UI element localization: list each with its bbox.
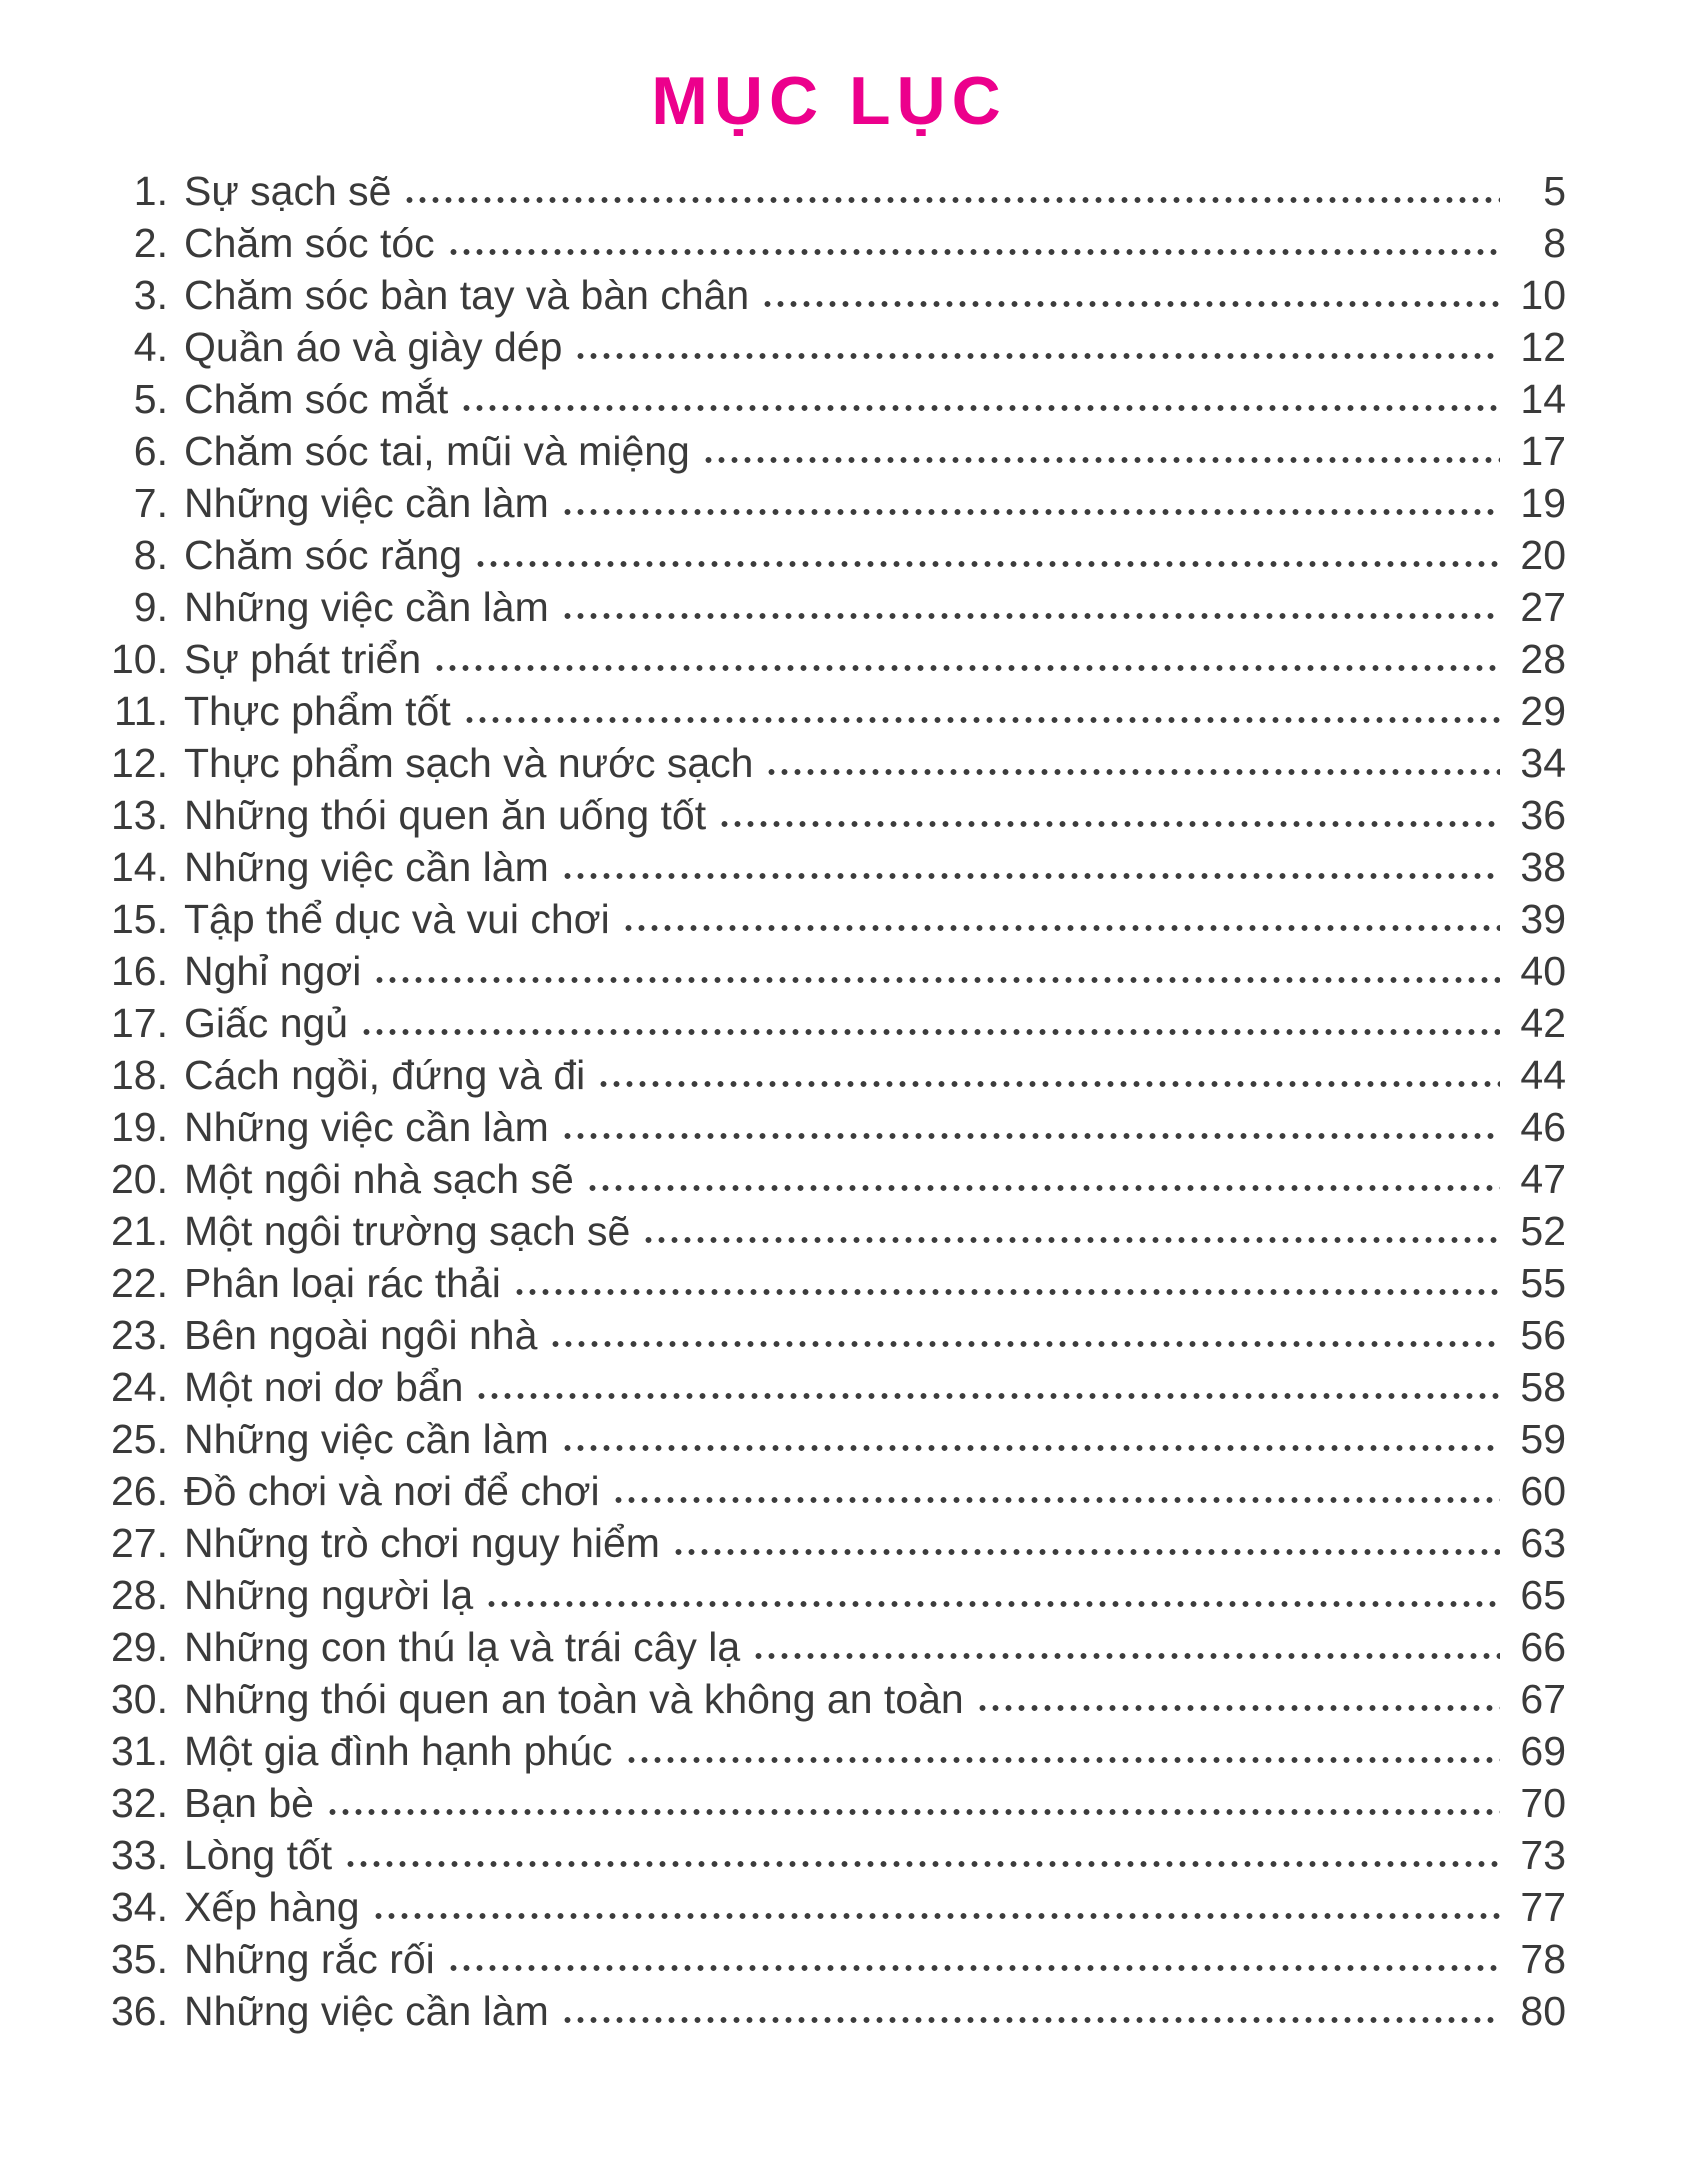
toc-entry — [92, 1049, 1566, 1101]
toc-entry — [92, 997, 1566, 1049]
toc-leader-dots — [672, 1547, 1500, 1557]
toc-entry — [92, 1153, 1566, 1205]
toc-leader-dots — [485, 1599, 1500, 1609]
toc-leader-dots — [403, 195, 1500, 205]
toc-leader-dots — [718, 819, 1500, 829]
toc-entry-number: 9. — [133, 583, 168, 630]
toc-entry — [92, 1829, 1566, 1881]
toc-entry — [92, 1673, 1566, 1725]
toc-entry-number: 34. — [111, 1883, 168, 1930]
toc-entry-title: Quần áo và giày dép — [184, 323, 563, 370]
toc-entry-number: 4. — [133, 323, 168, 370]
toc-entry-page: 34 — [1520, 739, 1566, 786]
toc-entry-title: Những rắc rối — [184, 1935, 435, 1982]
toc-entry-number: 32. — [111, 1779, 168, 1826]
toc-leader-dots — [561, 1443, 1500, 1453]
toc-entry — [92, 1933, 1566, 1985]
toc-leader-dots — [447, 1963, 1500, 1973]
toc-leader-dots — [360, 1027, 1500, 1037]
toc-leader-dots — [460, 403, 1500, 413]
toc-entry-title: Giấc ngủ — [184, 999, 349, 1046]
toc-entry-page: 52 — [1520, 1207, 1566, 1254]
toc-entry — [92, 425, 1566, 477]
toc-entry-title: Xếp hàng — [184, 1883, 360, 1930]
toc-entry — [92, 269, 1566, 321]
toc-entry-number: 17. — [111, 999, 168, 1046]
toc-entry — [92, 685, 1566, 737]
toc-entry-page: 69 — [1520, 1727, 1566, 1774]
toc-leader-dots — [372, 1911, 1500, 1921]
toc-entry-title: Những thói quen ăn uống tốt — [184, 791, 707, 838]
toc-entry — [92, 321, 1566, 373]
toc-entry — [92, 1621, 1566, 1673]
toc-entry — [92, 1517, 1566, 1569]
toc-entry-page: 28 — [1520, 635, 1566, 682]
toc-entry-title: Đồ chơi và nơi để chơi — [184, 1467, 600, 1514]
toc-entry-number: 29. — [111, 1623, 168, 1670]
toc-leader-dots — [622, 923, 1500, 933]
toc-entry-number: 30. — [111, 1675, 168, 1722]
toc-entry-page: 39 — [1520, 895, 1566, 942]
toc-leader-dots — [373, 975, 1500, 985]
toc-leader-dots — [561, 871, 1500, 881]
toc-entry-page: 60 — [1520, 1467, 1566, 1514]
toc-entry-number: 19. — [111, 1103, 168, 1150]
toc-entry-page: 67 — [1520, 1675, 1566, 1722]
toc-entry — [92, 1309, 1566, 1361]
toc-entry-number: 31. — [111, 1727, 168, 1774]
toc-entry-number: 11. — [114, 687, 168, 734]
toc-entry — [92, 1777, 1566, 1829]
toc-leader-dots — [752, 1651, 1500, 1661]
toc-entry-page: 70 — [1520, 1779, 1566, 1826]
toc-entry-number: 3. — [133, 271, 168, 318]
toc-entry-page: 17 — [1520, 427, 1566, 474]
toc-entry-title: Những việc cần làm — [184, 1415, 549, 1462]
toc-entry-number: 33. — [111, 1831, 168, 1878]
toc-entry — [92, 1361, 1566, 1413]
toc-entry — [92, 1725, 1566, 1777]
toc-entry-page: 27 — [1520, 583, 1566, 630]
page-title: MỤC LỤC — [651, 63, 1007, 139]
toc-leader-dots — [761, 299, 1500, 309]
toc-entry-title: Chăm sóc mắt — [184, 375, 449, 422]
toc-entry-number: 2. — [133, 219, 168, 266]
toc-leader-dots — [597, 1079, 1500, 1089]
toc-leader-dots — [474, 559, 1500, 569]
toc-entry — [92, 217, 1566, 269]
toc-entry-number: 5. — [133, 375, 168, 422]
toc-entry — [92, 893, 1566, 945]
toc-entry-page: 77 — [1520, 1883, 1566, 1930]
toc-entry-page: 5 — [1543, 167, 1566, 214]
toc-leader-dots — [612, 1495, 1500, 1505]
toc-leader-dots — [574, 351, 1500, 361]
toc-entry-title: Những việc cần làm — [184, 1103, 549, 1150]
toc-entry-title: Chăm sóc bàn tay và bàn chân — [184, 271, 750, 318]
toc-entry-number: 18. — [111, 1051, 168, 1098]
toc-entry-number: 25. — [111, 1415, 168, 1462]
toc-entry-page: 8 — [1543, 219, 1566, 266]
toc-leader-dots — [475, 1391, 1500, 1401]
toc-leader-dots — [326, 1807, 1500, 1817]
toc-entry-title: Bạn bè — [184, 1779, 314, 1826]
toc-entry-page: 55 — [1520, 1259, 1566, 1306]
toc-entry-number: 16. — [111, 947, 168, 994]
toc-entry-number: 8. — [133, 531, 168, 578]
toc-entry — [92, 737, 1566, 789]
toc-entry-title: Những người lạ — [184, 1571, 474, 1618]
toc-entry-number: 1. — [133, 167, 168, 214]
toc-leader-dots — [561, 611, 1500, 621]
toc-entry — [92, 1881, 1566, 1933]
toc-entry-number: 20. — [111, 1155, 168, 1202]
toc-entry-page: 19 — [1520, 479, 1566, 526]
toc-entry-number: 23. — [111, 1311, 168, 1358]
toc-entry-number: 27. — [111, 1519, 168, 1566]
toc-entry — [92, 1413, 1566, 1465]
toc-entry-title: Cách ngồi, đứng và đi — [184, 1051, 586, 1098]
toc-entry — [92, 529, 1566, 581]
toc-entry — [92, 633, 1566, 685]
toc-entry-number: 22. — [111, 1259, 168, 1306]
toc-entry-title: Những việc cần làm — [184, 1987, 549, 2034]
toc-entry-title: Một gia đình hạnh phúc — [184, 1727, 613, 1774]
toc-entry-page: 65 — [1520, 1571, 1566, 1618]
toc-leader-dots — [561, 2015, 1500, 2025]
toc-entry-number: 21. — [111, 1207, 168, 1254]
toc-leader-dots — [433, 663, 1500, 673]
toc-entry-page: 46 — [1520, 1103, 1566, 1150]
toc-entry-page: 78 — [1520, 1935, 1566, 1982]
toc-entry — [92, 477, 1566, 529]
toc-leader-dots — [586, 1183, 1500, 1193]
toc-entry-page: 40 — [1520, 947, 1566, 994]
toc-entry — [92, 581, 1566, 633]
toc-entry-title: Một ngôi trường sạch sẽ — [184, 1207, 631, 1254]
toc-entry-number: 6. — [133, 427, 168, 474]
toc-entry — [92, 841, 1566, 893]
toc-list — [92, 165, 1566, 2037]
toc-entry-page: 80 — [1520, 1987, 1566, 2034]
toc-entry-title: Chăm sóc tóc — [184, 219, 435, 266]
toc-entry-title: Những việc cần làm — [184, 479, 549, 526]
toc-entry-page: 56 — [1520, 1311, 1566, 1358]
toc-entry-page: 42 — [1520, 999, 1566, 1046]
toc-entry-title: Một ngôi nhà sạch sẽ — [184, 1155, 574, 1202]
toc-entry-page: 58 — [1520, 1363, 1566, 1410]
toc-entry-page: 47 — [1520, 1155, 1566, 1202]
toc-entry-number: 15. — [111, 895, 168, 942]
toc-entry-page: 63 — [1520, 1519, 1566, 1566]
toc-leader-dots — [642, 1235, 1500, 1245]
toc-entry-page: 20 — [1520, 531, 1566, 578]
toc-entry-title: Sự sạch sẽ — [184, 167, 392, 214]
toc-entry-title: Sự phát triển — [184, 635, 422, 682]
toc-entry-page: 12 — [1520, 323, 1566, 370]
toc-entry-page: 38 — [1520, 843, 1566, 890]
toc-entry — [92, 1465, 1566, 1517]
toc-entry-title: Những thói quen an toàn và không an toàn — [184, 1675, 964, 1722]
toc-entry-page: 73 — [1520, 1831, 1566, 1878]
toc-entry-page: 66 — [1520, 1623, 1566, 1670]
toc-entry-number: 14. — [111, 843, 168, 890]
toc-entry-title: Lòng tốt — [184, 1831, 333, 1878]
toc-leader-dots — [561, 1131, 1500, 1141]
toc-entry — [92, 789, 1566, 841]
toc-entry-title: Thực phẩm sạch và nước sạch — [184, 739, 754, 786]
toc-entry-title: Chăm sóc răng — [184, 531, 463, 578]
toc-leader-dots — [976, 1703, 1500, 1713]
toc-entry-title: Chăm sóc tai, mũi và miệng — [184, 427, 690, 474]
toc-leader-dots — [513, 1287, 1500, 1297]
toc-entry-number: 24. — [111, 1363, 168, 1410]
toc-entry-number: 35. — [111, 1935, 168, 1982]
toc-entry-title: Phân loại rác thải — [184, 1259, 501, 1306]
toc-entry — [92, 1257, 1566, 1309]
toc-entry — [92, 1569, 1566, 1621]
toc-entry-number: 36. — [111, 1987, 168, 2034]
toc-entry — [92, 373, 1566, 425]
toc-entry-number: 13. — [111, 791, 168, 838]
toc-entry-page: 59 — [1520, 1415, 1566, 1462]
toc-entry-page: 10 — [1520, 271, 1566, 318]
toc-entry-number: 12. — [111, 739, 168, 786]
toc-leader-dots — [765, 767, 1500, 777]
toc-entry-number: 28. — [111, 1571, 168, 1618]
toc-entry-page: 36 — [1520, 791, 1566, 838]
toc-leader-dots — [447, 247, 1500, 257]
toc-entry-title: Những trò chơi nguy hiểm — [184, 1519, 660, 1566]
toc-entry-number: 26. — [111, 1467, 168, 1514]
toc-entry — [92, 1205, 1566, 1257]
toc-entry — [92, 165, 1566, 217]
toc-entry-number: 7. — [133, 479, 168, 526]
toc-leader-dots — [463, 715, 1500, 725]
toc-leader-dots — [549, 1339, 1500, 1349]
toc-entry-title: Những con thú lạ và trái cây lạ — [184, 1623, 741, 1670]
toc-entry-title: Một nơi dơ bẩn — [184, 1363, 464, 1410]
toc-entry — [92, 945, 1566, 997]
toc-leader-dots — [344, 1859, 1500, 1869]
toc-leader-dots — [561, 507, 1500, 517]
toc-entry-title: Nghỉ ngơi — [184, 947, 362, 994]
toc-entry-title: Bên ngoài ngôi nhà — [184, 1311, 538, 1358]
toc-entry — [92, 1985, 1566, 2037]
toc-entry-page: 14 — [1520, 375, 1566, 422]
toc-leader-dots — [702, 455, 1500, 465]
toc-entry — [92, 1101, 1566, 1153]
toc-entry-number: 10. — [111, 635, 168, 682]
toc-entry-title: Tập thể dục và vui chơi — [184, 895, 610, 942]
toc-entry-page: 44 — [1520, 1051, 1566, 1098]
toc-entry-title: Những việc cần làm — [184, 843, 549, 890]
toc-entry-title: Những việc cần làm — [184, 583, 549, 630]
toc-entry-page: 29 — [1520, 687, 1566, 734]
toc-leader-dots — [625, 1755, 1500, 1765]
toc-entry-title: Thực phẩm tốt — [184, 687, 451, 734]
